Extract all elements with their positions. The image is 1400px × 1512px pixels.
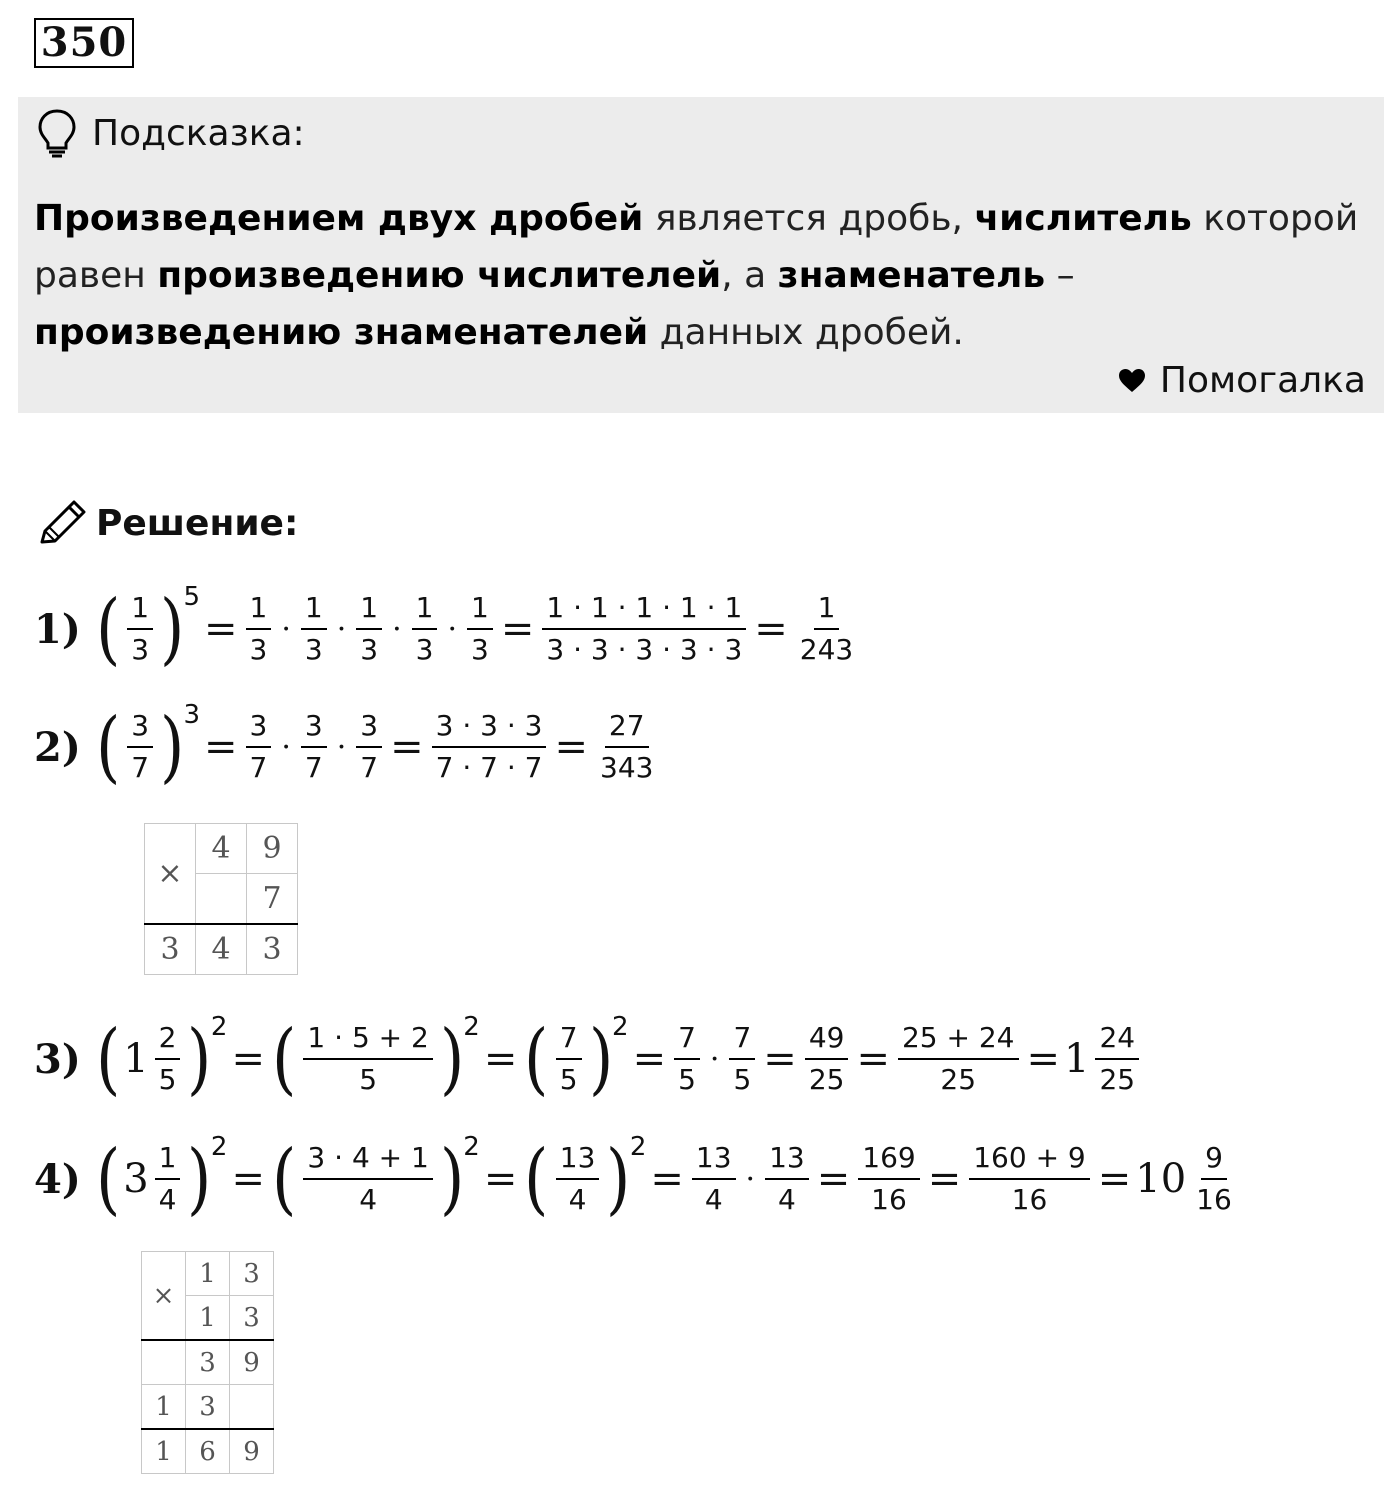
solution-line-4	[34, 1132, 1240, 1224]
whole-part: 1	[1064, 1036, 1090, 1082]
numerator: 9	[1201, 1141, 1227, 1180]
digit-cell: 3	[230, 1296, 274, 1341]
denominator: 16	[1011, 1183, 1048, 1216]
denominator: 16	[871, 1183, 907, 1216]
equals-sign: =	[632, 1036, 667, 1082]
whole-part: 10	[1135, 1156, 1187, 1202]
equals-sign: =	[231, 1036, 265, 1082]
hint-text-part: является дробь,	[643, 198, 975, 239]
numerator: 3 · 3 · 3	[432, 709, 547, 748]
item-number: 3)	[34, 1035, 81, 1083]
left-paren: (	[272, 1014, 297, 1104]
equals-sign: =	[816, 1156, 851, 1202]
numerator: 1	[356, 591, 382, 630]
lightbulb-icon	[36, 108, 78, 158]
fraction	[858, 1141, 919, 1217]
times-dot: ·	[336, 729, 347, 765]
fraction	[246, 591, 272, 667]
denominator: 3	[360, 633, 379, 666]
left-paren: (	[95, 1014, 121, 1104]
numerator: 1	[155, 1141, 181, 1180]
exponent: 2	[210, 1132, 228, 1162]
denominator: 7	[304, 751, 323, 784]
equals-sign: =	[1097, 1156, 1132, 1202]
equals-sign: =	[927, 1156, 962, 1202]
times-dot: ·	[392, 611, 402, 647]
numerator: 160 + 9	[969, 1141, 1090, 1180]
whole-part: 1	[123, 1036, 149, 1082]
fraction	[692, 1141, 736, 1217]
fraction	[155, 1021, 181, 1097]
denominator: 5	[158, 1063, 177, 1096]
hint-title: Подсказка:	[92, 112, 305, 154]
numerator: 1	[301, 591, 327, 630]
left-paren: (	[524, 1014, 549, 1104]
times-dot: ·	[745, 1161, 756, 1197]
denominator: 7	[360, 751, 379, 784]
denominator: 4	[778, 1183, 796, 1216]
numerator: 13	[692, 1141, 736, 1180]
partial-cell: 9	[230, 1340, 274, 1385]
equals-sign: =	[763, 1036, 797, 1082]
numerator: 27	[605, 709, 649, 748]
numerator: 24	[1095, 1021, 1139, 1060]
fraction	[127, 591, 153, 667]
result-cell: 9	[230, 1429, 274, 1474]
denominator: 25	[1099, 1063, 1136, 1096]
denominator: 5	[359, 1063, 378, 1096]
numerator: 2	[155, 1021, 181, 1060]
denominator: 16	[1196, 1183, 1232, 1216]
fraction	[556, 1141, 600, 1217]
right-paren: )	[606, 1134, 631, 1224]
numerator: 1	[412, 591, 438, 630]
fraction	[765, 1141, 809, 1217]
solution-line-1	[34, 582, 861, 674]
exponent: 2	[629, 1132, 647, 1162]
fraction	[303, 1021, 432, 1097]
hint-text-part: , а	[721, 255, 778, 296]
exponent: 2	[210, 1012, 228, 1042]
fraction	[674, 1021, 700, 1097]
numerator: 3 · 4 + 1	[303, 1141, 432, 1180]
partial-cell	[142, 1340, 186, 1385]
item-number: 4)	[34, 1155, 81, 1203]
numerator: 1	[127, 591, 153, 630]
equals-sign: =	[856, 1036, 890, 1082]
digit-cell: 4	[196, 824, 247, 874]
hint-text-part: –	[1045, 255, 1075, 296]
denominator: 243	[799, 633, 854, 666]
right-paren: )	[160, 702, 185, 792]
digit-cell: 7	[247, 874, 298, 925]
denominator: 25	[940, 1063, 977, 1096]
power-expression	[521, 1012, 629, 1104]
digit-cell: 1	[186, 1252, 230, 1296]
fraction	[412, 591, 438, 667]
fraction	[127, 709, 153, 785]
hint-text	[34, 190, 1364, 361]
denominator: 4	[568, 1183, 587, 1216]
multiplication-table-49x7	[144, 823, 298, 975]
denominator: 5	[733, 1063, 752, 1096]
fraction	[556, 1021, 582, 1097]
exponent: 2	[463, 1012, 480, 1042]
exponent: 2	[463, 1132, 480, 1162]
fraction	[542, 591, 746, 667]
hint-header	[36, 108, 305, 158]
digit-cell: 3	[230, 1252, 274, 1296]
denominator: 3	[249, 633, 268, 666]
partial-cell: 1	[142, 1385, 186, 1430]
left-paren: (	[272, 1134, 297, 1224]
hint-bold-text: произведению числителей	[157, 255, 722, 296]
fraction	[356, 591, 382, 667]
times-dot: ·	[709, 1041, 720, 1077]
fraction	[898, 1021, 1019, 1097]
fraction	[729, 1021, 755, 1097]
pencil-icon	[36, 498, 90, 548]
equals-sign: =	[231, 1156, 265, 1202]
equals-sign: =	[483, 1036, 518, 1082]
result-cell: 4	[196, 924, 247, 975]
partial-cell	[230, 1385, 274, 1430]
fraction	[432, 709, 547, 785]
denominator: 3	[131, 633, 150, 666]
result-cell: 1	[142, 1429, 186, 1474]
whole-part: 3	[123, 1156, 149, 1202]
equals-sign: =	[483, 1156, 518, 1202]
power-expression	[93, 582, 201, 674]
numerator: 13	[556, 1141, 600, 1180]
numerator: 1 · 1 · 1 · 1 · 1	[542, 591, 746, 630]
equals-sign: =	[204, 724, 238, 770]
digit-cell: 1	[186, 1296, 230, 1341]
denominator: 3	[415, 633, 434, 666]
numerator: 3	[246, 709, 272, 748]
equals-sign: =	[500, 606, 535, 652]
times-dot: ·	[281, 729, 291, 765]
fraction	[796, 591, 857, 667]
numerator: 169	[858, 1141, 919, 1180]
numerator: 3	[301, 709, 327, 748]
exponent: 5	[183, 582, 201, 612]
hint-bold-text: произведению знаменателей	[34, 312, 649, 353]
power-expression	[269, 1132, 480, 1224]
numerator: 13	[765, 1141, 809, 1180]
solution-title: Решение:	[96, 502, 299, 544]
left-paren: (	[95, 1134, 121, 1224]
item-number: 1)	[34, 605, 81, 653]
equals-sign: =	[650, 1156, 684, 1202]
brand	[1118, 360, 1366, 401]
partial-cell: 3	[186, 1385, 230, 1430]
hint-bold-text: знаменатель	[777, 255, 1046, 296]
right-paren: )	[588, 1014, 613, 1104]
times-dot: ·	[336, 611, 347, 647]
numerator: 3	[127, 709, 153, 748]
partial-cell: 3	[186, 1340, 230, 1385]
equals-sign: =	[554, 724, 588, 770]
hint-bold-text: Произведением двух дробей	[34, 198, 644, 239]
power-expression	[93, 1012, 228, 1104]
exponent: 2	[612, 1012, 629, 1042]
denominator: 7	[249, 751, 268, 784]
solution-header	[36, 498, 298, 548]
numerator: 25 + 24	[898, 1021, 1019, 1060]
denominator: 4	[158, 1183, 177, 1216]
solution-line-2	[34, 700, 661, 792]
denominator: 3	[304, 633, 323, 666]
fraction	[596, 709, 657, 785]
right-paren: )	[439, 1134, 465, 1224]
fraction	[303, 1141, 432, 1217]
equals-sign: =	[204, 606, 238, 652]
denominator: 4	[359, 1183, 378, 1216]
left-paren: (	[95, 584, 121, 674]
power-expression	[93, 1132, 228, 1224]
fraction	[301, 709, 327, 785]
result-cell: 3	[247, 924, 298, 975]
right-paren: )	[439, 1014, 465, 1104]
numerator: 7	[674, 1021, 700, 1060]
left-paren: (	[95, 702, 121, 792]
fraction	[301, 591, 327, 667]
fraction	[969, 1141, 1090, 1217]
digit-cell: 9	[247, 824, 298, 874]
equals-sign: =	[1026, 1036, 1061, 1082]
power-expression	[269, 1012, 480, 1104]
numerator: 7	[556, 1021, 582, 1060]
digit-cell	[196, 874, 247, 925]
fraction	[246, 709, 272, 785]
denominator: 5	[559, 1063, 578, 1096]
right-paren: )	[187, 1134, 212, 1224]
right-paren: )	[187, 1014, 212, 1104]
hint-text-part: которой равен	[34, 198, 1359, 296]
fraction	[1095, 1021, 1139, 1097]
equals-sign: =	[390, 724, 424, 770]
times-sign: ×	[145, 824, 196, 925]
power-expression	[93, 700, 201, 792]
denominator: 3	[471, 633, 489, 666]
hint-bold-text: числитель	[974, 198, 1192, 239]
problem-number: 350	[34, 18, 134, 68]
numerator: 1	[246, 591, 272, 630]
multiplication-table-13x13	[141, 1251, 274, 1474]
numerator: 1 · 5 + 2	[303, 1021, 432, 1060]
exponent: 3	[183, 700, 201, 730]
fraction	[805, 1021, 849, 1097]
hint-text-part: данных дробей.	[648, 312, 964, 353]
denominator: 25	[808, 1063, 845, 1096]
numerator: 49	[805, 1021, 849, 1060]
denominator: 7	[131, 751, 150, 784]
denominator: 5	[678, 1063, 696, 1096]
denominator: 4	[704, 1183, 723, 1216]
result-cell: 3	[145, 924, 196, 975]
denominator: 343	[600, 751, 654, 784]
power-expression	[521, 1132, 647, 1224]
times-dot: ·	[447, 611, 458, 647]
times-dot: ·	[281, 611, 291, 647]
fraction	[1192, 1141, 1236, 1217]
result-cell: 6	[186, 1429, 230, 1474]
brand-label: Помогалка	[1159, 360, 1366, 401]
numerator: 7	[729, 1021, 755, 1060]
numerator: 3	[356, 709, 382, 748]
solution-line-3	[34, 1012, 1143, 1104]
fraction	[356, 709, 382, 785]
numerator: 1	[814, 591, 840, 630]
times-sign: ×	[142, 1252, 186, 1341]
right-paren: )	[160, 584, 185, 674]
left-paren: (	[524, 1134, 549, 1224]
item-number: 2)	[34, 723, 81, 771]
heart-icon	[1118, 368, 1146, 394]
denominator: 3 · 3 · 3 · 3 · 3	[546, 633, 743, 666]
fraction	[155, 1141, 181, 1217]
denominator: 7 · 7 · 7	[435, 751, 543, 784]
numerator: 1	[467, 591, 493, 630]
equals-sign: =	[754, 606, 788, 652]
fraction	[467, 591, 493, 667]
